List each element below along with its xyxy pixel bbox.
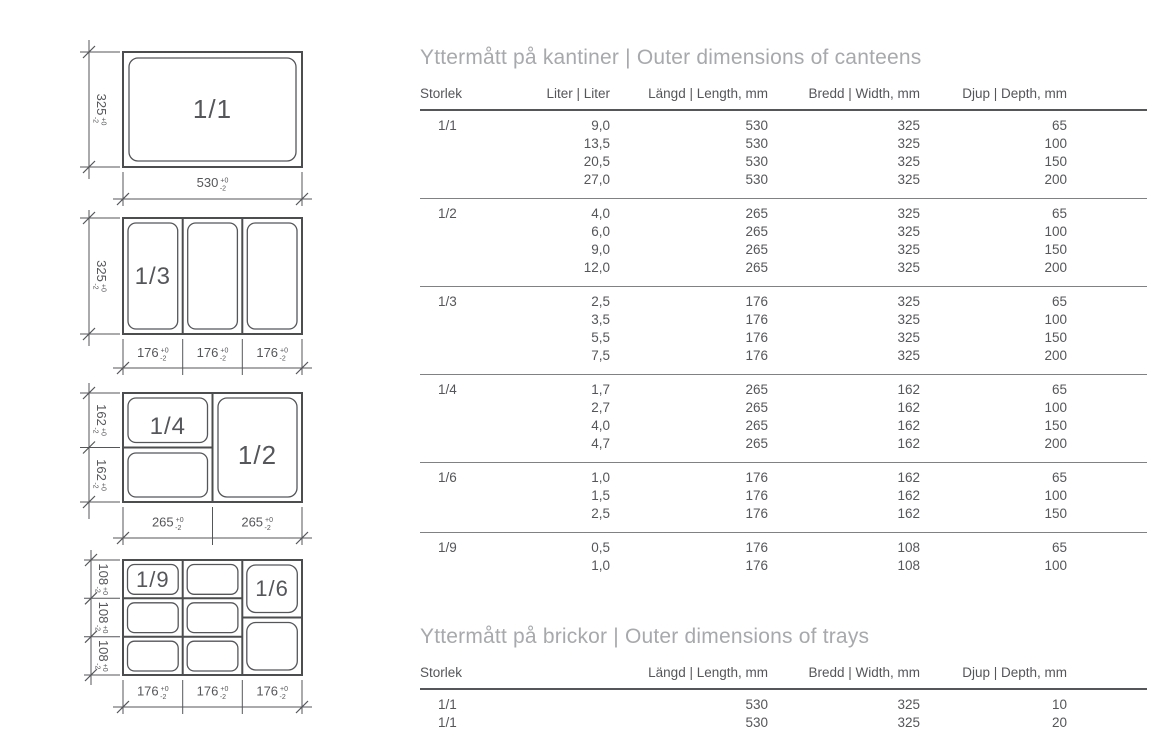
cell-storlek bbox=[420, 153, 510, 171]
table-row bbox=[420, 223, 1147, 241]
cell-value: 176 bbox=[745, 488, 768, 503]
cell-storlek bbox=[420, 259, 510, 287]
cell-value: 530 bbox=[745, 136, 768, 151]
dimension-label: $108^{+0}-2$ bbox=[93, 601, 111, 634]
cell-value: 530 bbox=[745, 118, 768, 133]
cell-value: 150 bbox=[1044, 418, 1067, 433]
cell-storlek: 1/6 bbox=[438, 470, 457, 485]
cell-value: 325 bbox=[897, 242, 920, 257]
cell-value: 1,0 bbox=[591, 470, 610, 485]
cell-value: 325 bbox=[897, 224, 920, 239]
side-dimension bbox=[94, 563, 112, 595]
cell-value: 325 bbox=[897, 118, 920, 133]
pan-cell bbox=[247, 223, 297, 329]
cell-value: 65 bbox=[1051, 118, 1067, 133]
cell-value: 3,5 bbox=[591, 312, 610, 327]
cell-value: 176 bbox=[745, 330, 768, 345]
table-row bbox=[420, 417, 1147, 435]
cell-value: 0,5 bbox=[591, 540, 610, 555]
cell-value: 325 bbox=[897, 312, 920, 327]
table-row bbox=[420, 463, 1147, 488]
cell-value: 265 bbox=[745, 418, 768, 433]
cell-storlek: 1/1 bbox=[438, 715, 457, 730]
cell-value: 162 bbox=[897, 488, 920, 503]
pan-cell bbox=[128, 453, 208, 497]
cell-value: 5,5 bbox=[591, 330, 610, 345]
diagram-1-4-1-2 bbox=[60, 378, 330, 548]
cell-value: 265 bbox=[745, 400, 768, 415]
table-row bbox=[420, 311, 1147, 329]
table-row bbox=[420, 375, 1147, 400]
cell-value: 162 bbox=[897, 436, 920, 451]
table-row bbox=[420, 689, 1147, 714]
cell-value: 265 bbox=[745, 206, 768, 221]
cell-value: 6,0 bbox=[591, 224, 610, 239]
cell-value: 2,5 bbox=[591, 506, 610, 521]
cell-value: 162 bbox=[897, 506, 920, 521]
cell-value: 27,0 bbox=[583, 172, 610, 187]
cell-storlek bbox=[420, 171, 510, 199]
cell-value: 100 bbox=[1044, 400, 1067, 415]
cell-value: 200 bbox=[1044, 436, 1067, 451]
dimension-label: $325^{+0}-2$ bbox=[91, 260, 109, 292]
cell-value: 4,0 bbox=[591, 418, 610, 433]
cell-value: 325 bbox=[897, 697, 920, 712]
table-row bbox=[420, 435, 1147, 463]
pan-cell bbox=[247, 623, 297, 671]
cell-value: 9,0 bbox=[591, 242, 610, 257]
diagram-1-9-1-6 bbox=[60, 548, 330, 754]
cell-value: 200 bbox=[1044, 260, 1067, 275]
cell-value: 265 bbox=[745, 382, 768, 397]
diagram-1-3-drawing bbox=[60, 210, 330, 378]
trays-header-row bbox=[420, 660, 1147, 689]
cell-storlek bbox=[420, 347, 510, 375]
cell-value: 1,0 bbox=[591, 558, 610, 573]
cell-value: 150 bbox=[1044, 506, 1067, 521]
canteens-title: Yttermått på kantiner | Outer dimensions of canteens bbox=[420, 46, 922, 69]
cell-value: 7,5 bbox=[591, 348, 610, 363]
cell-value: 1,7 bbox=[591, 382, 610, 397]
cell-storlek: 1/1 bbox=[438, 118, 457, 133]
cell-value: 108 bbox=[897, 540, 920, 555]
dimension-label: 176 $^{+0}$ -2 bbox=[196, 683, 229, 701]
dimension-label: 176 $^{+0}$ -2 bbox=[256, 345, 289, 363]
cell-value: 265 bbox=[745, 260, 768, 275]
cell-value: 265 bbox=[745, 242, 768, 257]
trays-title: Yttermått på brickor | Outer dimensions of trays bbox=[420, 625, 870, 648]
cell-value: 100 bbox=[1044, 558, 1067, 573]
diagram-1-3 bbox=[60, 210, 330, 378]
cell-storlek bbox=[420, 557, 510, 584]
pan-size-label: 1/6 bbox=[255, 576, 289, 601]
cell-value: 100 bbox=[1044, 136, 1067, 151]
cell-value: 176 bbox=[745, 312, 768, 327]
cell-value: 4,7 bbox=[591, 436, 610, 451]
cell-value: 176 bbox=[745, 348, 768, 363]
col-header-bredd: Bredd | Width, mm bbox=[808, 665, 920, 680]
cell-value: 10 bbox=[1051, 697, 1067, 712]
cell-value: 108 bbox=[897, 558, 920, 573]
size-group bbox=[420, 199, 1147, 287]
cell-value: 150 bbox=[1044, 330, 1067, 345]
diagram-1-1-drawing bbox=[60, 35, 330, 210]
trays-rows bbox=[420, 689, 1147, 741]
cell-value: 325 bbox=[897, 715, 920, 730]
cell-storlek: 1/9 bbox=[438, 540, 457, 555]
cell-value: 65 bbox=[1051, 540, 1067, 555]
cell-value: 176 bbox=[745, 506, 768, 521]
canteens-header-row bbox=[420, 81, 1147, 110]
table-row bbox=[420, 241, 1147, 259]
table-row bbox=[420, 505, 1147, 533]
table-row bbox=[420, 487, 1147, 505]
cell-storlek bbox=[420, 223, 510, 241]
table-row bbox=[420, 199, 1147, 224]
diagram-1-4-1-2-drawing bbox=[60, 378, 330, 548]
cell-value: 530 bbox=[745, 715, 768, 730]
cell-value: 150 bbox=[1044, 154, 1067, 169]
cell-storlek bbox=[420, 329, 510, 347]
pan-cell bbox=[187, 641, 238, 671]
table-row bbox=[420, 110, 1147, 135]
pan-size-label: 1/9 bbox=[136, 567, 170, 592]
cell-value: 325 bbox=[897, 260, 920, 275]
table-row bbox=[420, 287, 1147, 312]
cell-value: 176 bbox=[745, 558, 768, 573]
table-row bbox=[420, 557, 1147, 584]
dimension-label: $162^{+0}-2$ bbox=[91, 404, 109, 436]
side-dimension bbox=[94, 602, 112, 634]
cell-value: 325 bbox=[897, 330, 920, 345]
table-row bbox=[420, 135, 1147, 153]
table-row bbox=[420, 714, 1147, 741]
col-header-bredd: Bredd | Width, mm bbox=[808, 86, 920, 101]
cell-value: 2,5 bbox=[591, 294, 610, 309]
pan-size-label: 1/4 bbox=[149, 413, 186, 440]
table-row bbox=[420, 171, 1147, 199]
cell-value: 162 bbox=[897, 418, 920, 433]
cell-value: 265 bbox=[745, 224, 768, 239]
dimension-label: $325^{+0}-2$ bbox=[91, 93, 109, 126]
table-row bbox=[420, 347, 1147, 375]
cell-storlek: 1/3 bbox=[438, 294, 457, 309]
col-header-storlek: Storlek bbox=[420, 86, 463, 101]
table-row bbox=[420, 259, 1147, 287]
cell-value: 65 bbox=[1051, 206, 1067, 221]
trays-table bbox=[420, 660, 1147, 741]
col-header-langd: Längd | Length, mm bbox=[648, 86, 768, 101]
dimension-label: 176 $^{+0}$ -2 bbox=[256, 683, 289, 701]
cell-value: 65 bbox=[1051, 470, 1067, 485]
cell-value: 530 bbox=[745, 172, 768, 187]
table-row bbox=[420, 329, 1147, 347]
cell-value: 65 bbox=[1051, 294, 1067, 309]
cell-storlek bbox=[420, 487, 510, 505]
dimension-label: 176 $^{+0}$ -2 bbox=[136, 345, 169, 363]
table-row bbox=[420, 533, 1147, 558]
cell-value: 162 bbox=[897, 382, 920, 397]
cell-value: 265 bbox=[745, 436, 768, 451]
side-dimension bbox=[92, 260, 110, 292]
cell-value: 325 bbox=[897, 294, 920, 309]
cell-value: 12,0 bbox=[583, 260, 610, 275]
cell-value: 100 bbox=[1044, 312, 1067, 327]
cell-value: 1,5 bbox=[591, 488, 610, 503]
cell-value: 100 bbox=[1044, 224, 1067, 239]
col-header-langd: Längd | Length, mm bbox=[648, 665, 768, 680]
cell-storlek bbox=[420, 135, 510, 153]
cell-value: 20,5 bbox=[583, 154, 610, 169]
cell-value: 325 bbox=[897, 136, 920, 151]
size-group bbox=[420, 533, 1147, 585]
cell-storlek: 1/4 bbox=[438, 382, 457, 397]
cell-storlek bbox=[420, 311, 510, 329]
cell-storlek: 1/1 bbox=[438, 697, 457, 712]
table-row bbox=[420, 153, 1147, 171]
pan-size-label: 1/1 bbox=[192, 94, 233, 124]
cell-value: 4,0 bbox=[591, 206, 610, 221]
cell-value: 100 bbox=[1044, 488, 1067, 503]
cell-value: 325 bbox=[897, 154, 920, 169]
dimension-label: $108^{+0}-2$ bbox=[93, 563, 111, 596]
pan-cell bbox=[187, 603, 238, 633]
cell-value: 176 bbox=[745, 294, 768, 309]
cell-value: 325 bbox=[897, 206, 920, 221]
cell-storlek: 1/2 bbox=[438, 206, 457, 221]
size-group bbox=[420, 375, 1147, 463]
pan-size-label: 1/2 bbox=[237, 440, 278, 470]
diagram-1-1 bbox=[60, 35, 330, 210]
size-group bbox=[420, 110, 1147, 199]
cell-value: 530 bbox=[745, 697, 768, 712]
cell-storlek bbox=[420, 435, 510, 463]
cell-value: 530 bbox=[745, 154, 768, 169]
pan-size-label: 1/3 bbox=[134, 263, 171, 290]
cell-value: 9,0 bbox=[591, 118, 610, 133]
col-header-liter: Liter | Liter bbox=[546, 86, 610, 101]
side-dimension bbox=[94, 640, 112, 672]
dimension-label: $108^{+0}-2$ bbox=[93, 639, 111, 672]
cell-value: 200 bbox=[1044, 172, 1067, 187]
canteens-table bbox=[420, 81, 1147, 584]
cell-storlek bbox=[420, 241, 510, 259]
cell-value: 176 bbox=[745, 470, 768, 485]
cell-value: 2,7 bbox=[591, 400, 610, 415]
side-dimension bbox=[92, 404, 110, 436]
cell-value: 162 bbox=[897, 470, 920, 485]
size-group bbox=[420, 287, 1147, 375]
cell-storlek bbox=[420, 399, 510, 417]
table-row bbox=[420, 399, 1147, 417]
dimension-label: 530 $^{+0}$ -2 bbox=[196, 175, 229, 193]
side-dimension bbox=[92, 94, 110, 126]
cell-storlek bbox=[420, 505, 510, 533]
cell-value: 325 bbox=[897, 348, 920, 363]
pan-cell bbox=[128, 641, 179, 671]
dimension-label: 176 $^{+0}$ -2 bbox=[196, 345, 229, 363]
pan-cell bbox=[188, 223, 238, 329]
dimension-label: $162^{+0}-2$ bbox=[91, 459, 109, 491]
col-header-djup: Djup | Depth, mm bbox=[962, 86, 1067, 101]
side-dimension bbox=[92, 459, 110, 491]
col-header-storlek: Storlek bbox=[420, 665, 463, 680]
dimension-label: 265 $^{+0}$ -2 bbox=[241, 514, 274, 532]
cell-value: 325 bbox=[897, 172, 920, 187]
cell-value: 200 bbox=[1044, 348, 1067, 363]
size-group bbox=[420, 463, 1147, 533]
cell-value: 150 bbox=[1044, 242, 1067, 257]
cell-value: 20 bbox=[1051, 715, 1067, 730]
cell-storlek bbox=[420, 417, 510, 435]
pan-cell bbox=[187, 565, 238, 595]
cell-value: 176 bbox=[745, 540, 768, 555]
diagram-1-9-1-6-drawing bbox=[60, 548, 330, 754]
dimension-label: 265 $^{+0}$ -2 bbox=[151, 514, 184, 532]
pan-cell bbox=[128, 603, 179, 633]
tables-panel bbox=[420, 0, 1147, 741]
cell-value: 13,5 bbox=[583, 136, 610, 151]
cell-value: 162 bbox=[897, 400, 920, 415]
dimension-label: 176 $^{+0}$ -2 bbox=[136, 683, 169, 701]
cell-value: 65 bbox=[1051, 382, 1067, 397]
col-header-djup: Djup | Depth, mm bbox=[962, 665, 1067, 680]
